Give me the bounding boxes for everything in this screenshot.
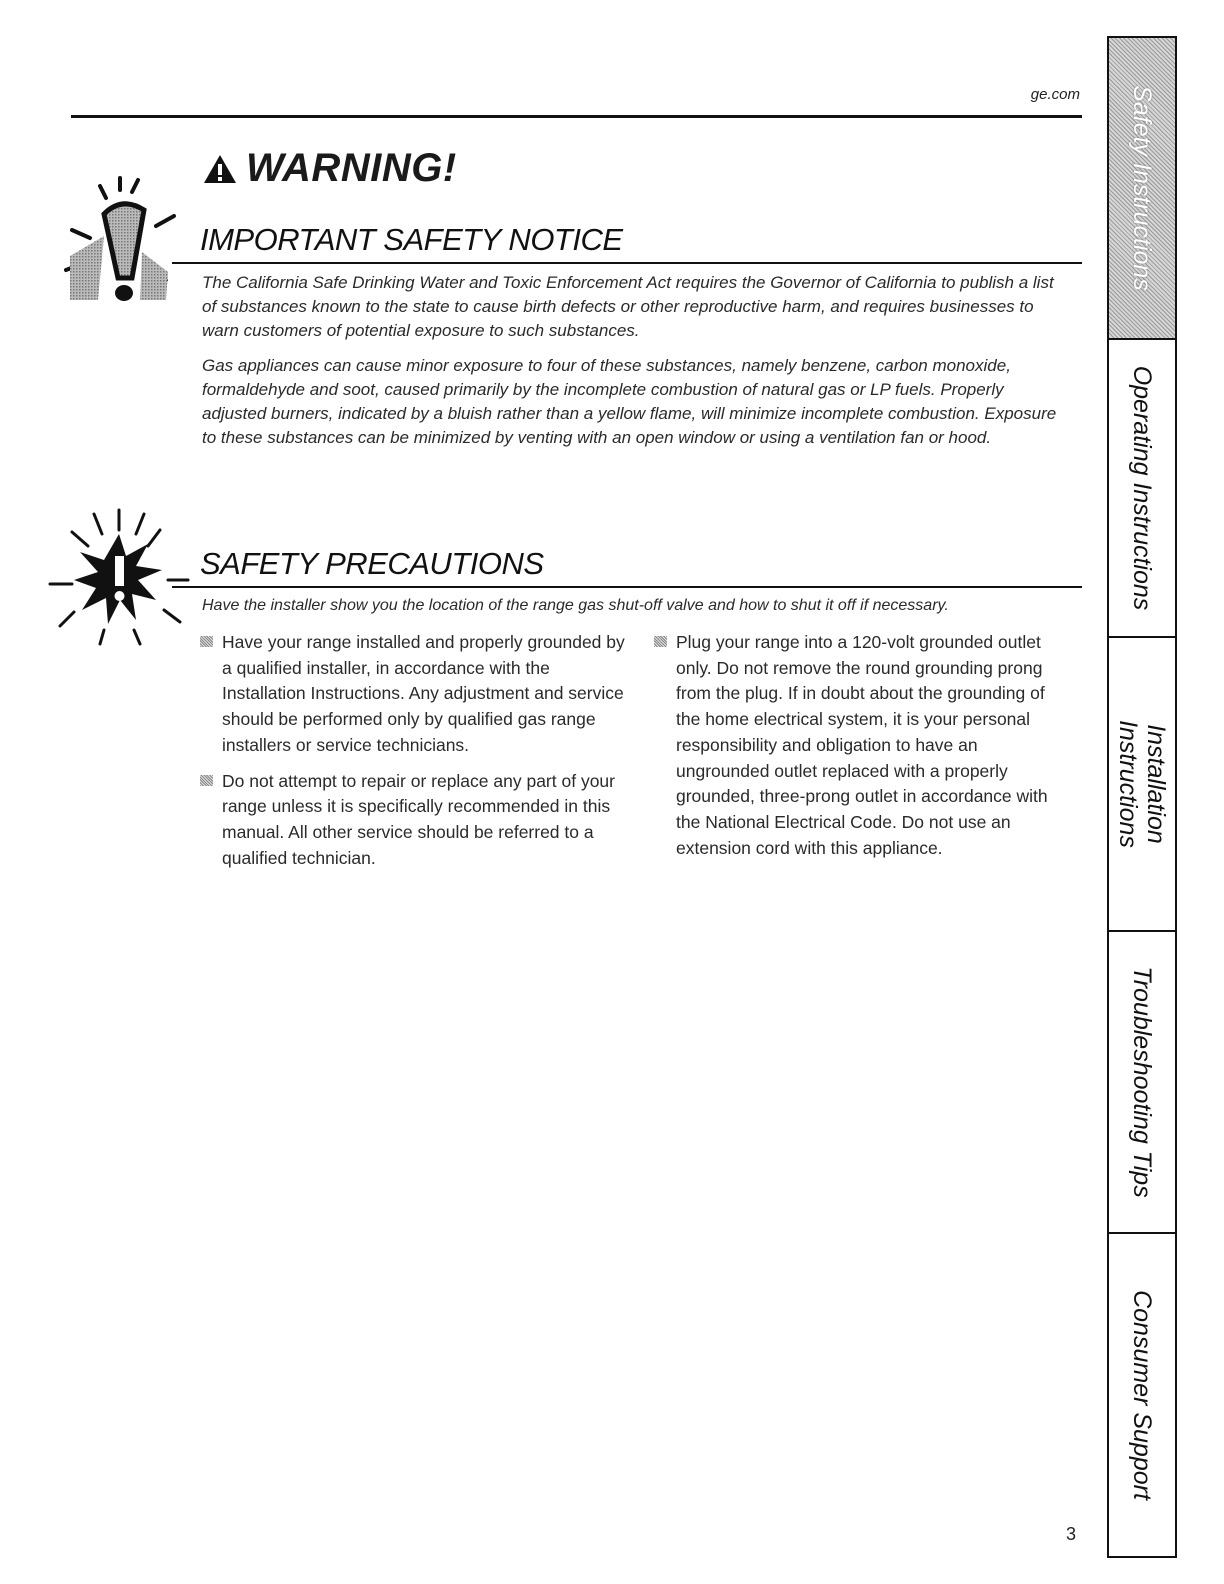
precaution-bullet: [652, 630, 1072, 861]
tab-label: Troubleshooting Tips: [1128, 966, 1156, 1198]
tab-label: Consumer Support: [1128, 1290, 1156, 1500]
safety-notice-title: IMPORTANT SAFETY NOTICE: [200, 222, 623, 257]
bullet-square-icon: [200, 775, 213, 786]
precaution-bullet-text: Have your range installed and properly grounded by a qualified installer, in accordance with the Installation Instructions. Any adjustment and service should be performed only by qualified gas range installers or service technicians.: [222, 632, 625, 755]
precautions-title: SAFETY PRECAUTIONS: [200, 546, 544, 581]
warning-heading: [202, 146, 457, 191]
warning-triangle-icon: [202, 153, 238, 185]
tab-safety-instructions[interactable]: [1109, 38, 1175, 340]
page-number: 3: [1066, 1524, 1077, 1544]
tab-operating-instructions[interactable]: [1109, 340, 1175, 638]
header-rule: [71, 115, 1082, 118]
tab-label: Operating Instructions: [1128, 365, 1156, 611]
starburst-warning-icon: [44, 500, 194, 650]
bullet-square-icon: [200, 636, 213, 647]
precautions-rule: [172, 586, 1082, 588]
tab-label: Installation Instructions: [1114, 720, 1170, 848]
tab-installation-instructions[interactable]: [1109, 638, 1175, 932]
safety-notice-paragraph: The California Safe Drinking Water and Toxic Enforcement Act requires the Governor of California to publish a list of substances known to the state to cause birth defects or other reproductive harm, and requires businesses to warn customers of potential exposure to such substances.: [202, 273, 1054, 340]
precaution-bullet: [198, 630, 628, 759]
safety-notice-paragraph: Gas appliances can cause minor exposure to four of these substances, namely benzene, carbon monoxide, formaldehyde and soot, caused primarily by the incomplete combustion of natural gas or LP fuels. Properly adjusted burners, indicated by a bluish rather than a yellow flame, will minimize incomplete combustion. Exposure to these substances can be minimized by venting with an open window or using a ventilation fan or hood.: [202, 356, 1057, 447]
bullet-square-icon: [654, 636, 667, 647]
precautions-left-column: [198, 630, 628, 881]
section-tabs: [1107, 36, 1177, 1558]
precautions-intro: Have the installer show you the location of the range gas shut-off valve and how to shut it off if necessary.: [202, 597, 949, 614]
precaution-bullet-text: Plug your range into a 120-volt grounded outlet only. Do not remove the round grounding prong from the plug. If in doubt about the grounding of the home electrical system, it is your personal responsibility and obligation to have an ungrounded outlet replaced with a properly grounded, three-prong outlet in accordance with the National Electrical Code. Do not use an extension cord with this appliance.: [676, 632, 1048, 858]
safety-notice-rule: [172, 262, 1082, 264]
tab-label: Safety Instructions: [1128, 85, 1156, 291]
tab-troubleshooting-tips[interactable]: [1109, 932, 1175, 1234]
site-url: ge.com: [1030, 86, 1080, 103]
exclamation-icon: [58, 160, 188, 320]
precaution-bullet-text: Do not attempt to repair or replace any part of your range unless it is specifically recommended in this manual. All other service should be referred to a qualified technician.: [222, 770, 615, 868]
precaution-bullet: [198, 769, 628, 872]
tab-consumer-support[interactable]: [1109, 1234, 1175, 1556]
warning-title: WARNING!: [246, 146, 457, 190]
precautions-right-column: [652, 630, 1072, 871]
